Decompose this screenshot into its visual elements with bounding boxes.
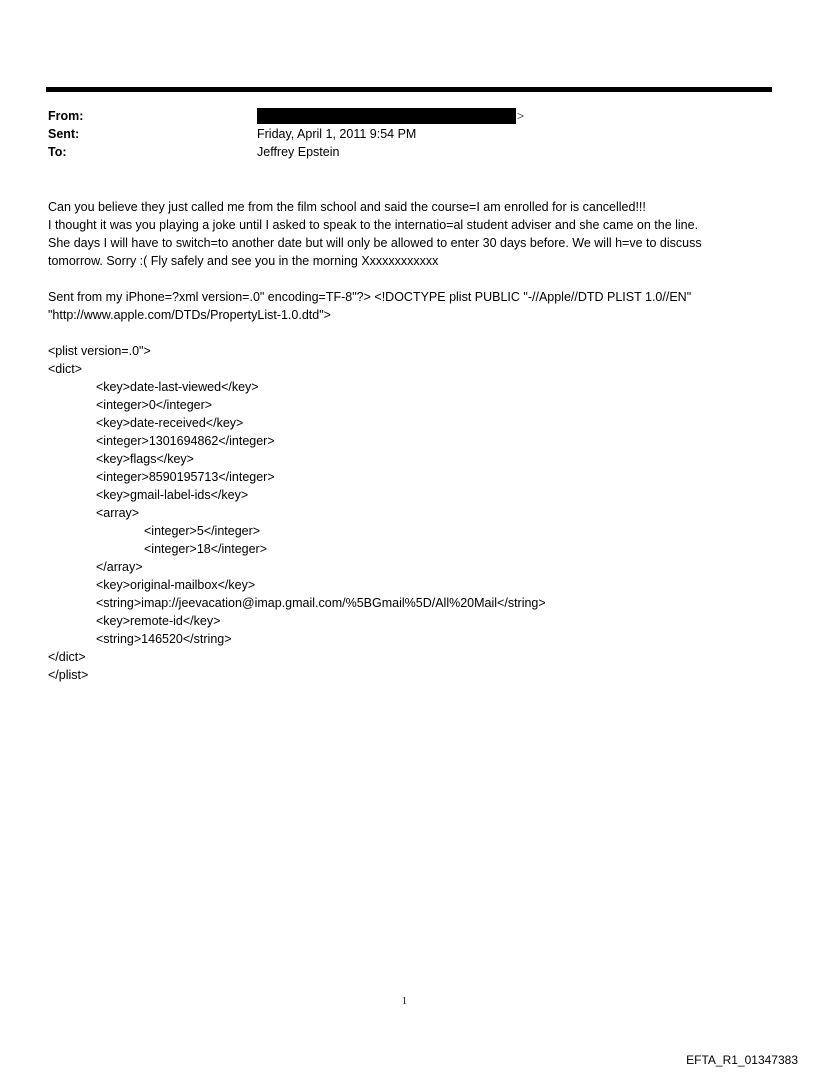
bates-number: EFTA_R1_01347383 (686, 1053, 798, 1067)
from-label: From: (48, 109, 84, 123)
to-label: To: (48, 145, 67, 159)
xml-line: </dict> (48, 650, 86, 664)
xml-line: <integer>5</integer> (144, 524, 261, 538)
header-rule (46, 87, 772, 92)
xml-line: <string>imap://jeevacation@imap.gmail.com/%5BGmail%5D/All%20Mail</string> (96, 596, 546, 610)
xml-line: <integer>8590195713</integer> (96, 470, 275, 484)
xml-line: <key>flags</key> (96, 452, 194, 466)
body-line: I thought it was you playing a joke until I asked to speak to the internatio=al student adviser and she came on the line. (48, 218, 699, 232)
xml-line: </plist> (48, 668, 89, 682)
xml-line: <integer>18</integer> (144, 542, 268, 556)
signature-line: Sent from my iPhone=?xml version=.0" encoding=TF-8"?> <!DOCTYPE plist PUBLIC "-//Apple//DTD PLIST 1.0//EN" (48, 290, 692, 304)
body-line: Can you believe they just called me from the film school and said the course=I am enrolled for is cancelled!!! (48, 200, 646, 214)
signature-line: "http://www.apple.com/DTDs/PropertyList-1.0.dtd"> (48, 308, 331, 322)
xml-line: <key>date-last-viewed</key> (96, 380, 259, 394)
signature (48, 288, 778, 324)
xml-line: <string>146520</string> (96, 632, 232, 646)
xml-line: <key>gmail-label-ids</key> (96, 488, 249, 502)
xml-line: <integer>1301694862</integer> (96, 434, 275, 448)
body-line: She days I will have to switch=to another date but will only be allowed to enter 30 days before. We will h=ve to discuss (48, 236, 702, 250)
xml-line: <array> (96, 506, 140, 520)
message-body (48, 198, 778, 270)
to-value: Jeffrey Epstein (257, 145, 340, 159)
sent-label: Sent: (48, 127, 80, 141)
xml-line: <plist version=.0"> (48, 344, 151, 358)
page-number: 1 (402, 996, 407, 1007)
xml-line: </array> (96, 560, 143, 574)
xml-line: <key>remote-id</key> (96, 614, 221, 628)
xml-line: <integer>0</integer> (96, 398, 213, 412)
sent-value: Friday, April 1, 2011 9:54 PM (257, 127, 417, 141)
xml-line: <key>original-mailbox</key> (96, 578, 256, 592)
plist-block (48, 342, 546, 684)
xml-line: <dict> (48, 362, 83, 376)
from-value-tail: > (517, 109, 525, 123)
xml-line: <key>date-received</key> (96, 416, 244, 430)
redaction-box (257, 108, 516, 124)
body-line: tomorrow. Sorry :( Fly safely and see you in the morning Xxxxxxxxxxxx (48, 254, 439, 268)
